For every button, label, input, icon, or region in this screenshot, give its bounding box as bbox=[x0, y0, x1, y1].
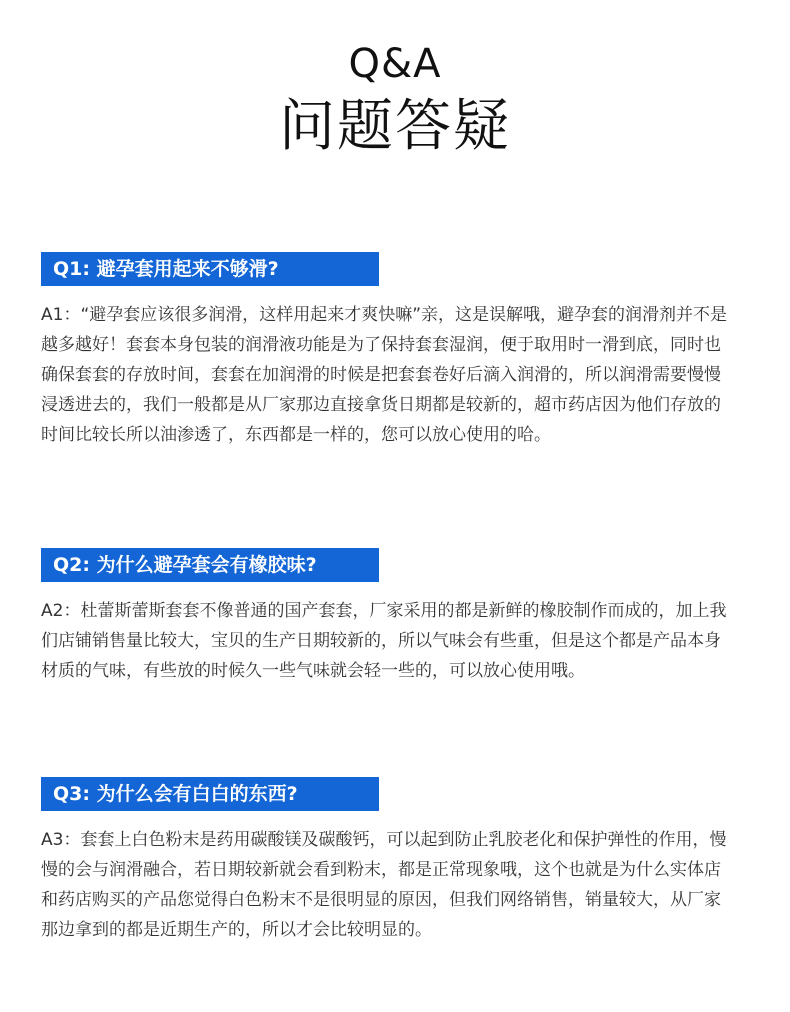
question-banner-1: Q1: 避孕套用起来不够滑? bbox=[41, 252, 379, 286]
answer-text-3: A3：套套上白色粉末是药用碳酸镁及碳酸钙，可以起到防止乳胶老化和保护弹性的作用，慢慢的会与润滑融合，若日期较新就会看到粉末，都是正常现象哦，这个也就是为什么实体店和药店购买的产品您觉得白色粉末不是很明显的原因，但我们网络销售，销量较大，从厂家那边拿到的都是近期生产的，所以才会比较明显的。 bbox=[41, 830, 727, 940]
title-english: Q&A bbox=[348, 41, 442, 87]
answer-text-2: A2：杜蕾斯蕾斯套套不像普通的国产套套，厂家采用的都是新鲜的橡胶制作而成的，加上我们店铺销售量比较大，宝贝的生产日期较新的，所以气味会有些重，但是这个都是产品本身材质的气味，有些放的时候久一些气味就会轻一些的，可以放心使用哦。 bbox=[41, 601, 727, 681]
title-chinese: 问题答疑 bbox=[279, 94, 511, 159]
question-banner-3: Q3: 为什么会有白白的东西? bbox=[41, 777, 379, 811]
faq-item-1 bbox=[41, 252, 761, 450]
faq-item-2 bbox=[41, 548, 761, 686]
faq-item-3 bbox=[41, 777, 761, 945]
question-banner-2: Q2: 为什么避孕套会有橡胶味? bbox=[41, 548, 379, 582]
answer-text-1: A1：“避孕套应该很多润滑，这样用起来才爽快嘛”亲，这是误解哦，避孕套的润滑剂并不是越多越好！套套本身包装的润滑液功能是为了保持套套湿润，便于取用时一滑到底，同时也确保套套的存放时间，套套在加润滑的时候是把套套卷好后滴入润滑的，所以润滑需要慢慢浸透进去的，我们一般都是从厂家那边直接拿货日期都是较新的，超市药店因为他们存放的时间比较长所以油渗透了，东西都是一样的，您可以放心使用的哈。 bbox=[41, 305, 728, 445]
page-header bbox=[0, 40, 790, 162]
